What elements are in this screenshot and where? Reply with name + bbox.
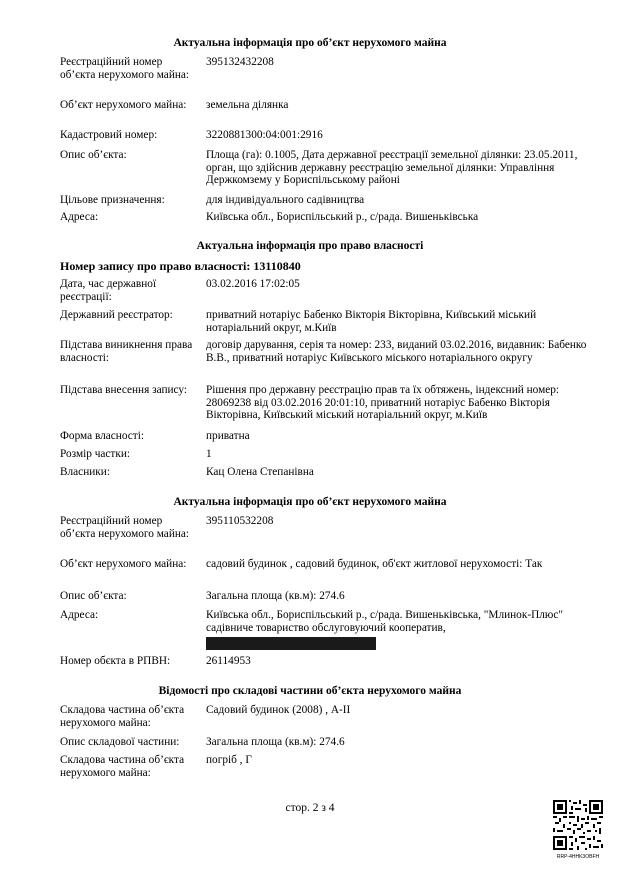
field-label-reg-number-2: Реєстраційний номер об’єкта нерухомого майна: bbox=[60, 515, 190, 540]
field-label-description: Опис об’єкта: bbox=[60, 149, 127, 161]
section-title-property: Актуальна інформація про об’єкт нерухомого майна bbox=[173, 37, 447, 49]
field-label-purpose: Цільове призначення: bbox=[60, 194, 165, 206]
field-value-object: земельна ділянка bbox=[206, 99, 289, 111]
field-value-rpvn: 26114953 bbox=[206, 655, 251, 667]
field-value-share: 1 bbox=[206, 448, 212, 460]
field-value-description-2: Загальна площа (кв.м): 274.6 bbox=[206, 590, 345, 602]
field-label-reg-number: Реєстраційний номер об’єкта нерухомого майна: bbox=[60, 56, 190, 81]
page-number: стор. 2 з 4 bbox=[285, 802, 335, 814]
field-value-component-desc: Загальна площа (кв.м): 274.6 bbox=[206, 736, 345, 748]
field-value-component-1: Садовий будинок (2008) , А-ІІ bbox=[206, 704, 351, 716]
section-title-property-2: Актуальна інформація про об’єкт нерухомого майна bbox=[173, 496, 447, 508]
field-value-ownership-form: приватна bbox=[206, 430, 250, 442]
field-value-registrar: приватний нотаріус Бабенко Вікторія Вікторівна, Київський міський нотаріальний округ, м.Київ bbox=[206, 309, 537, 334]
field-label-entry-basis: Підстава внесення запису: bbox=[60, 384, 188, 396]
field-label-ownership-basis: Підстава виникнення права власності: bbox=[60, 339, 193, 364]
field-label-component-2: Складова частина об’єкта нерухомого майна: bbox=[60, 754, 185, 779]
field-value-reg-number: 395132432208 bbox=[206, 56, 274, 68]
field-label-rpvn: Номер обєкта в РПВН: bbox=[60, 655, 171, 667]
redacted-block bbox=[206, 637, 376, 650]
field-label-reg-date: Дата, час державної реєстрації: bbox=[60, 278, 157, 303]
field-label-address-2: Адреса: bbox=[60, 609, 99, 621]
field-label-object-2: Об’єкт нерухомого майна: bbox=[60, 558, 187, 570]
field-value-reg-date: 03.02.2016 17:02:05 bbox=[206, 278, 300, 290]
field-value-ownership-basis: договір дарування, серія та номер: 233, виданий 03.02.2016, видавник: Бабенко В.В., приватний нотаріус Київського міського нотаріального округу bbox=[206, 339, 587, 364]
field-value-description: Площа (га): 0.1005, Дата державної реєстрації земельної ділянки: 23.05.2011, орган, що здійснив державну реєстрацію земельної ділянки: Управління Держкомзему у Бориспільському районі bbox=[206, 149, 578, 186]
field-value-object-2: садовий будинок , садовий будинок, об'єкт житлової нерухомості: Так bbox=[206, 558, 543, 570]
record-number: Номер запису про право власності: 13110840 bbox=[60, 259, 301, 273]
field-label-cadastral: Кадастровий номер: bbox=[60, 129, 158, 141]
qr-code-icon bbox=[553, 800, 603, 850]
field-label-description-2: Опис об’єкта: bbox=[60, 590, 127, 602]
field-value-component-2: погріб , Г bbox=[206, 754, 252, 766]
field-label-component-1: Складова частина об’єкта нерухомого майна: bbox=[60, 704, 185, 729]
section-title-components: Відомості про складові частини об’єкта нерухомого майна bbox=[158, 685, 462, 697]
field-label-registrar: Державний реєстратор: bbox=[60, 309, 173, 321]
field-label-ownership-form: Форма власності: bbox=[60, 430, 145, 442]
field-value-owners: Кац Олена Степанівна bbox=[206, 466, 314, 478]
field-label-address: Адреса: bbox=[60, 211, 99, 223]
field-label-owners: Власники: bbox=[60, 466, 110, 478]
field-value-reg-number-2: 395110532208 bbox=[206, 515, 274, 527]
field-value-cadastral: 3220881300:04:001:2916 bbox=[206, 129, 323, 141]
section-title-ownership: Актуальна інформація про право власності bbox=[196, 240, 424, 252]
qr-caption: RRP-4HHK3OBFH bbox=[556, 854, 600, 860]
field-value-address-2: Київська обл., Бориспільський р., с/рада. Вишеньківська, "Млинок-Плюс" садівниче товариство обслуговуючий кооператив, bbox=[206, 609, 563, 634]
field-label-share: Розмір частки: bbox=[60, 448, 131, 460]
field-value-entry-basis: Рішення про державну реєстрацію прав та їх обтяжень, індексний номер: 28069238 від 03.02.2016 20:01:10, приватний нотаріус Бабенко Вікторія Вікторівна, Київський міський нотаріальний округ, м.Київ bbox=[206, 384, 560, 421]
field-label-object: Об’єкт нерухомого майна: bbox=[60, 99, 187, 111]
field-value-address: Київська обл., Бориспільський р., с/рада. Вишеньківська bbox=[206, 211, 479, 223]
field-value-purpose: для індивідуального садівництва bbox=[206, 194, 365, 206]
field-label-component-desc: Опис складової частини: bbox=[60, 736, 180, 748]
